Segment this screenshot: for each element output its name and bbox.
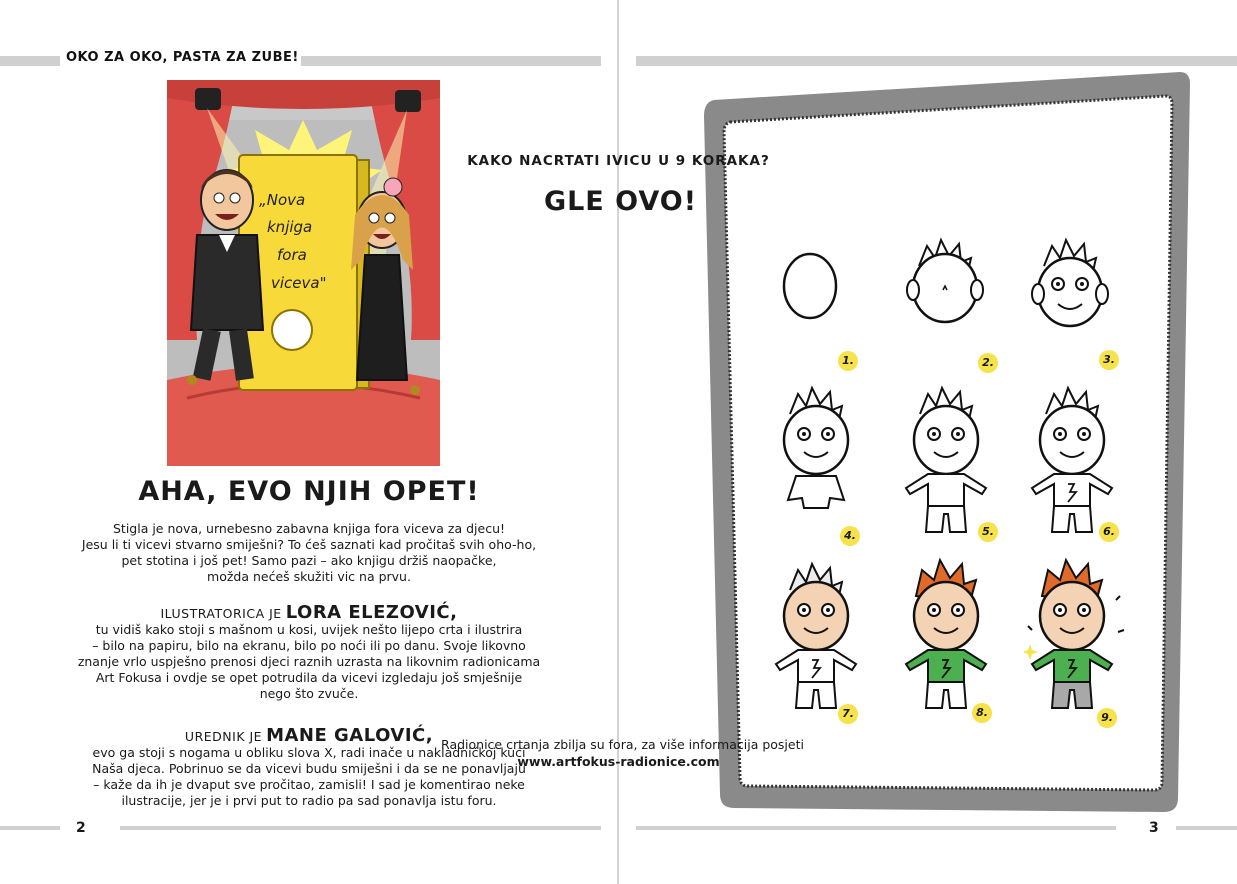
workshop-note: Radionice crtanja zbilja su fora, za više informacija posjeti (441, 737, 804, 752)
editor-line: evo ga stoji s nogama u obliku slova X, radi inače u nakladničkoj kući (92, 745, 526, 760)
step-7-drawing (768, 556, 888, 716)
illustrator-paragraph (30, 602, 588, 702)
svg-text:knjiga: knjiga (267, 218, 313, 236)
page-number-right: 3 (1149, 820, 1159, 836)
step-6-drawing (1024, 380, 1144, 540)
editor-name: MANE GALOVIĆ (266, 725, 426, 746)
step-3-drawing (1030, 236, 1150, 396)
intro-line: Jesu li ti vicevi stvarno smiješni? To ćeš saznati kad pročitaš svih oho-ho, (81, 537, 537, 552)
header-rule-right (301, 56, 601, 66)
illustrator-line: znanje vrlo uspješno prenosi djeci raznih uzrasta na likovnim radionicama (77, 654, 541, 669)
illustrator-comma: , (450, 602, 458, 623)
footer-rule-left (0, 826, 60, 830)
step-4-badge: 4. (840, 526, 860, 546)
editor-role: UREDNIK JE (184, 729, 263, 744)
illustrator-name: LORA ELEZOVIĆ (285, 602, 451, 623)
illustrator-line: Art Fokusa i ovdje se opet potrudila da vicevi izgledaju još smješnije (95, 670, 523, 685)
illustrator-role: ILUSTRATORICA JE (160, 606, 282, 621)
illustrator-line: nego što zvuče. (259, 686, 359, 701)
cover-illustration (167, 80, 440, 466)
step-5-badge: 5. (978, 522, 998, 542)
footer-rule-right (120, 826, 601, 830)
intro-line: Stigla je nova, urnebesno zabavna knjiga fora viceva za djecu! (112, 521, 506, 536)
page-heading: AHA, EVO NJIH OPET! (138, 476, 480, 507)
step-8-badge: 8. (972, 703, 992, 723)
step-7-badge: 7. (838, 704, 858, 724)
workshop-link[interactable]: www.artfokus-radionice.com (517, 754, 720, 769)
step-2-drawing (905, 236, 1025, 396)
step-4-drawing (768, 380, 888, 540)
page-number-left: 2 (76, 820, 86, 836)
intro-paragraph (30, 521, 588, 585)
step-9-badge: 9. (1097, 708, 1117, 728)
step-1-badge: 1. (838, 351, 858, 371)
editor-line: – kaže da ih je dvaput sve pročitao, zamisli! I sad je komentirao neke (93, 777, 525, 792)
intro-line: možda nećeš skužiti vic na prvu. (207, 569, 411, 584)
illustrator-line: tu vidiš kako stoji s mašnom u kosi, uvijek nešto lijepo crta i ilustrira (95, 622, 523, 637)
editor-line: ilustracije, jer je i prvi put to radio pa sad ponavlja istu foru. (121, 793, 497, 808)
step-6-badge: 6. (1099, 522, 1119, 542)
step-3-badge: 3. (1099, 350, 1119, 370)
step-8-drawing (898, 556, 1018, 716)
editor-line: Naša djeca. Pobrinuo se da vicevi budu smiješni i da se ne ponavljaju (92, 761, 526, 776)
card-subtitle: GLE OVO! (543, 186, 698, 217)
svg-text:viceva": viceva" (271, 274, 327, 292)
step-5-drawing (898, 380, 1018, 540)
step-2-badge: 2. (978, 353, 998, 373)
svg-text:„Nova: „Nova (259, 191, 306, 209)
header-rule-left (0, 56, 60, 66)
right-header-rule (636, 56, 1237, 66)
step-9-drawing (1024, 556, 1144, 716)
illustrator-line: – bilo na papiru, bilo na ekranu, bilo po noći ili po danu. Svoje likovno (92, 638, 526, 653)
running-head: OKO ZA OKO, PASTA ZA ZUBE! (66, 50, 299, 65)
intro-line: pet stotina i još pet! Samo pazi – ako knjigu držiš naopačke, (121, 553, 497, 568)
right-footer-rule-left (636, 826, 1116, 830)
svg-text:fora: fora (277, 246, 307, 264)
right-footer-rule-right (1176, 826, 1237, 830)
illustrator-credit (30, 602, 588, 623)
card-title: KAKO NACRTATI IVICU U 9 KORAKA? (467, 153, 770, 169)
editor-comma: , (425, 725, 434, 746)
